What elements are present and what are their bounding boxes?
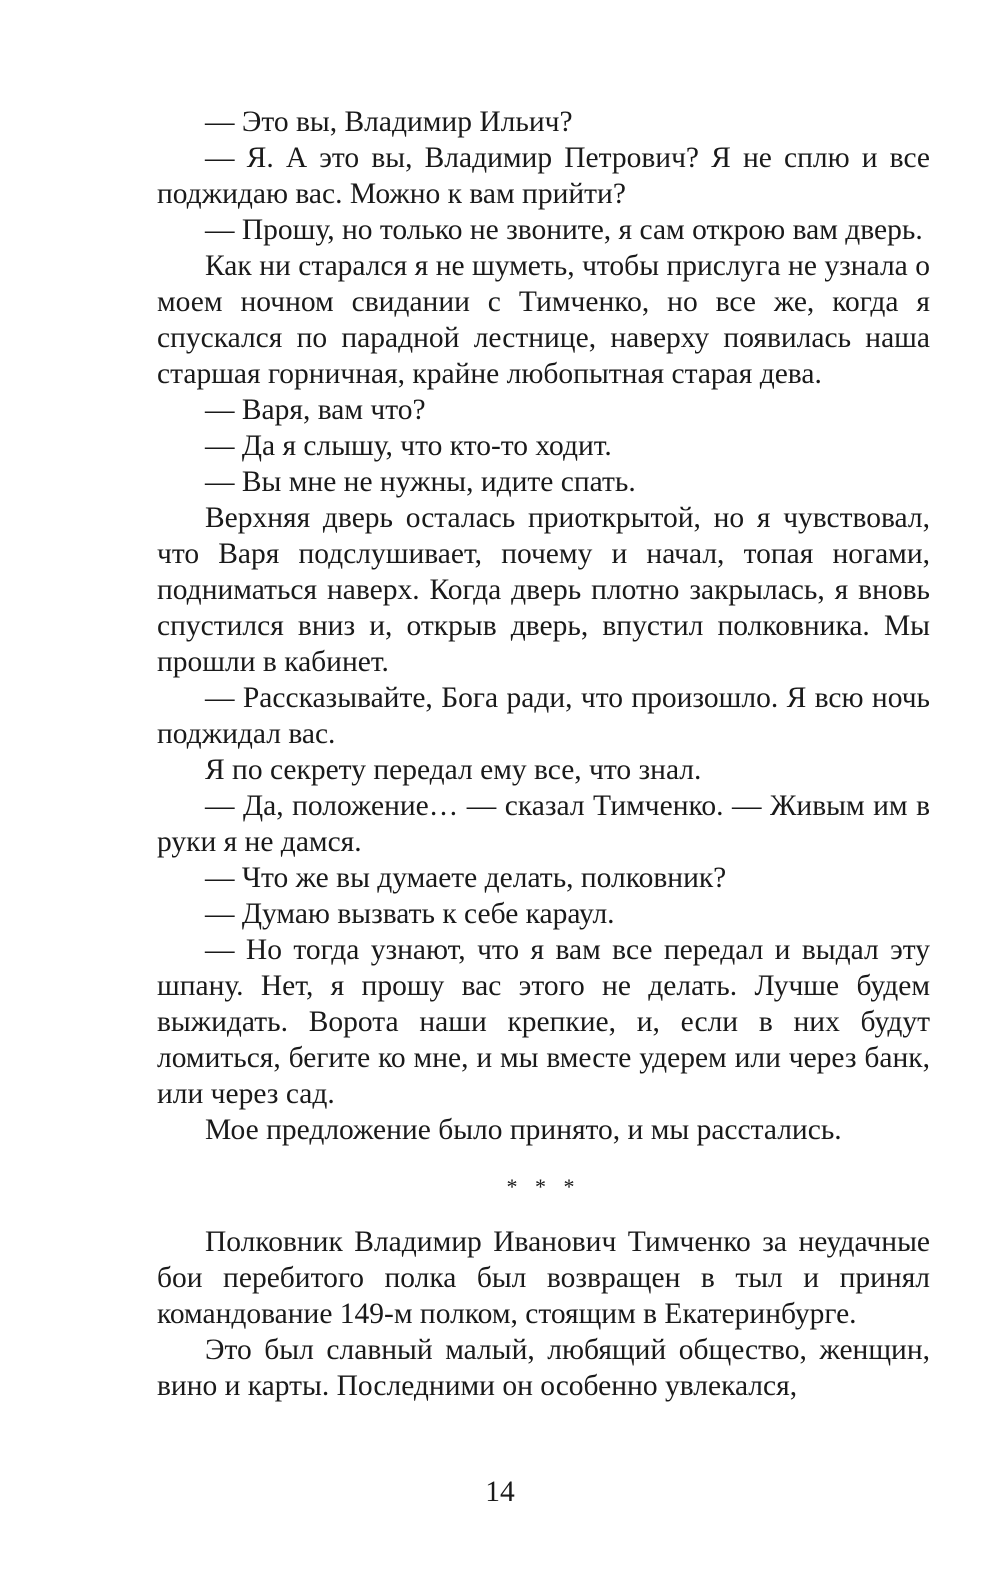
paragraph: Мое предложение было принято, и мы расстались. (205, 1114, 842, 1146)
page-number: 14 (485, 1476, 515, 1508)
paragraph: — Я. А это вы, Владимир Петрович? Я не сплю и все поджидаю вас. Можно к вам прийти? (157, 142, 930, 210)
paragraph: — Рассказывайте, Бога ради, что произошло. Я всю ночь поджидал вас. (157, 682, 930, 750)
section-separator: * * * (506, 1174, 581, 1199)
paragraph: — Думаю вызвать к себе караул. (205, 898, 615, 930)
paragraph: — Это вы, Владимир Ильич? (205, 106, 573, 138)
paragraph: Это был славный малый, любящий общество, женщин, вино и карты. Последними он особенно увлекался, (157, 1334, 930, 1402)
paragraph: Как ни старался я не шуметь, чтобы прислуга не узнала о моем ночном свидании с Тимченко, но все же, когда я спускался по парадной лестнице, наверху появилась наша старшая горничная, крайне любопытная старая дева. (157, 250, 930, 390)
paragraph: — Прошу, но только не звоните, я сам открою вам дверь. (205, 214, 923, 246)
paragraph: — Вы мне не нужны, идите спать. (205, 466, 636, 498)
paragraph: Полковник Владимир Иванович Тимченко за неудачные бои перебитого полка был возвращен в тыл и принял командование 149-м полком, стоящим в Екатеринбурге. (157, 1226, 930, 1330)
paragraph: — Да я слышу, что кто-то ходит. (205, 430, 612, 462)
paragraph: — Варя, вам что? (205, 394, 426, 426)
page-text (157, 104, 930, 1404)
paragraph: Верхняя дверь осталась приоткрытой, но я чувствовал, что Варя подслушивает, почему и начал, топая ногами, подниматься наверх. Когда дверь плотно закрылась, я вновь спустился вниз и, открыв дверь, впустил полковника. Мы прошли в кабинет. (157, 502, 930, 678)
paragraph: — Но тогда узнают, что я вам все передал и выдал эту шпану. Нет, я прошу вас этого не делать. Лучше будем выжидать. Ворота наши крепкие, и, если в них будут ломиться, бегите ко мне, и мы вместе удерем или через банк, или через сад. (157, 934, 930, 1110)
paragraph: — Что же вы думаете делать, полковник? (205, 862, 727, 894)
paragraph: Я по секрету передал ему все, что знал. (205, 754, 702, 786)
paragraph: — Да, положение… — сказал Тимченко. — Живым им в руки я не дамся. (157, 790, 930, 858)
